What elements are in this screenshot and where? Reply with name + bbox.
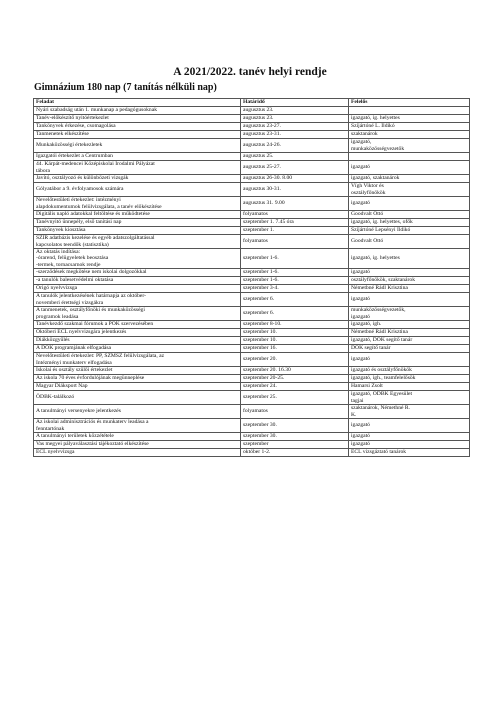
task-cell-line: Októberi ECL nyelvvizsgára jelentkezés <box>36 329 127 336</box>
task-cell-line: Tanév-előkészítő nyitóértekezlet <box>36 115 109 122</box>
table-row <box>34 433 470 441</box>
deadline-cell <box>241 227 349 235</box>
owner-cell <box>349 449 470 457</box>
schedule-table <box>33 98 470 457</box>
deadline-cell <box>241 235 349 249</box>
owner-cell-line: igazgató <box>351 200 370 207</box>
owner-cell-line: igazgató és osztályfőnökök <box>351 367 412 374</box>
table-row <box>34 183 470 197</box>
deadline-cell <box>241 441 349 449</box>
task-cell-line: A tanulmányi területek közzététele <box>36 433 114 440</box>
deadline-cell-line: szeptember 1-6. <box>243 269 279 276</box>
owner-cell <box>349 161 470 175</box>
task-cell-line: novemberi érettségi vizsgákra <box>36 299 104 306</box>
owner-cell <box>349 107 470 115</box>
deadline-cell-line: szeptember 16. <box>243 345 277 352</box>
owner-cell <box>349 277 470 285</box>
owner-cell <box>349 383 470 391</box>
deadline-cell <box>241 307 349 321</box>
header-deadline: Határidő <box>241 99 349 107</box>
deadline-cell <box>241 329 349 337</box>
task-cell <box>34 235 241 249</box>
owner-cell <box>349 269 470 277</box>
task-cell-line: SZIR adatbázis kezelése és egyéb adatszolgáltatással <box>36 235 155 242</box>
owner-cell <box>349 375 470 383</box>
deadline-cell-line: szeptember 1-6. <box>243 255 279 262</box>
table-row <box>34 419 470 433</box>
task-cell-line: tábora <box>36 167 50 174</box>
deadline-cell-line: folyamatos <box>243 211 268 218</box>
deadline-cell-line: szeptember 24. <box>243 383 277 390</box>
task-cell-line: Digitális napló adatokkal feltöltése és működtetése <box>36 211 150 218</box>
table-row <box>34 285 470 293</box>
owner-cell-line: igazgató, ig. helyettes, ofők <box>351 219 413 226</box>
task-cell-line: Javító, osztályozó és különbözeti vizsgák <box>36 175 129 182</box>
owner-cell <box>349 441 470 449</box>
deadline-cell-line: szeptember <box>243 441 269 448</box>
owner-cell <box>349 131 470 139</box>
deadline-cell <box>241 161 349 175</box>
owner-cell-line: Goodvalt Ottó <box>351 211 384 218</box>
table-body <box>34 107 470 457</box>
deadline-cell <box>241 123 349 131</box>
header-task: Feladat <box>34 99 241 107</box>
table-row <box>34 337 470 345</box>
owner-cell <box>349 337 470 345</box>
task-cell <box>34 383 241 391</box>
owner-cell <box>349 123 470 131</box>
owner-cell <box>349 115 470 123</box>
header-row <box>34 99 470 107</box>
deadline-cell <box>241 197 349 211</box>
table-row <box>34 219 470 227</box>
task-cell-line: -a tanulók balesetvédelmi oktatása <box>36 277 114 284</box>
table-row <box>34 139 470 153</box>
task-cell <box>34 153 241 161</box>
deadline-cell <box>241 211 349 219</box>
deadline-cell <box>241 285 349 293</box>
task-cell <box>34 139 241 153</box>
task-cell <box>34 329 241 337</box>
task-cell <box>34 433 241 441</box>
task-cell-line: -órarend, felügyeletek beosztása <box>36 255 109 262</box>
task-cell <box>34 131 241 139</box>
table-row <box>34 277 470 285</box>
owner-cell <box>349 219 470 227</box>
deadline-cell <box>241 383 349 391</box>
table-row <box>34 235 470 249</box>
task-cell-line: Vas megyei pályaválasztási tájékoztató elkészítése <box>36 441 149 448</box>
task-cell <box>34 353 241 367</box>
owner-cell-line: K. <box>351 411 357 418</box>
table-row <box>34 197 470 211</box>
owner-cell-line: igazgató, ÖDBK Egyesület <box>351 391 413 398</box>
table-row <box>34 383 470 391</box>
owner-cell-line: igazgató, igh. <box>351 321 382 328</box>
task-cell-line: Nyári szabadság után 1. munkanap a pedagógusoknak <box>36 107 158 114</box>
task-cell <box>34 293 241 307</box>
owner-cell <box>349 293 470 307</box>
owner-cell-line: igazgató <box>351 269 370 276</box>
owner-cell <box>349 249 470 269</box>
deadline-cell <box>241 153 349 161</box>
owner-cell <box>349 227 470 235</box>
owner-cell <box>349 235 470 249</box>
deadline-cell <box>241 321 349 329</box>
table-row <box>34 449 470 457</box>
owner-cell <box>349 183 470 197</box>
deadline-cell <box>241 139 349 153</box>
deadline-cell <box>241 449 349 457</box>
table-row <box>34 321 470 329</box>
table-row <box>34 131 470 139</box>
table-header <box>34 99 470 107</box>
deadline-cell-line: augusztus 25-27. <box>243 164 281 171</box>
owner-cell-line: igazgató, DÖK segítő tanár <box>351 337 413 344</box>
task-cell <box>34 249 241 269</box>
deadline-cell-line: szeptember 1. <box>243 227 275 234</box>
task-cell-line: A tanulók jelentkezésének határnapja az október- <box>36 293 147 300</box>
table-row <box>34 375 470 383</box>
task-cell <box>34 161 241 175</box>
task-cell <box>34 375 241 383</box>
deadline-cell-line: szeptember 3-4. <box>243 285 279 292</box>
owner-cell-line: igazgató <box>351 422 370 429</box>
deadline-cell-line: szeptember 1-6. <box>243 277 279 284</box>
deadline-cell <box>241 269 349 277</box>
owner-cell <box>349 419 470 433</box>
task-cell-line: -termek, tornacsarnok rendje <box>36 261 101 268</box>
table-row <box>34 175 470 183</box>
owner-cell-line: igazgató, szaktanárok <box>351 175 400 182</box>
task-cell-line: Az iskola 70 éves évfordulójának megünneplése <box>36 375 145 382</box>
task-cell <box>34 269 241 277</box>
deadline-cell <box>241 367 349 375</box>
owner-cell-line: Hamarsi Zsolt <box>351 383 383 390</box>
task-cell-line: Tankönyvek érkezése, csomagolása <box>36 123 116 130</box>
deadline-cell-line: szeptember 10. <box>243 329 277 336</box>
task-cell <box>34 321 241 329</box>
owner-cell <box>349 329 470 337</box>
task-cell-line: Nevelőtestületi értekezlet: intézményi <box>36 197 121 204</box>
task-cell-line: kapcsolatos teendők (statisztika) <box>36 241 109 248</box>
owner-cell-line: Szíjártóné Lepsényi Ildikó <box>351 227 411 234</box>
owner-cell-line: osztályfőnökök, szaktanárok <box>351 277 415 284</box>
table-row <box>34 161 470 175</box>
table-row <box>34 353 470 367</box>
deadline-cell-line: szeptember 30. <box>243 422 277 429</box>
deadline-cell-line: augusztus 23. <box>243 107 274 114</box>
owner-cell <box>349 139 470 153</box>
task-cell <box>34 419 241 433</box>
deadline-cell <box>241 183 349 197</box>
task-cell-line: Tankönyvek kiosztása <box>36 227 86 234</box>
deadline-cell-line: augusztus 23. <box>243 115 274 122</box>
task-cell <box>34 307 241 321</box>
deadline-cell-line: szeptember 1. 7.45 óra <box>243 219 294 226</box>
deadline-cell-line: szeptember 8-10. <box>243 321 282 328</box>
task-cell <box>34 219 241 227</box>
table-row <box>34 211 470 219</box>
task-cell-line: Iskolai és osztály szülői értekezlet <box>36 367 113 374</box>
header-owner: Felelős <box>349 99 470 107</box>
owner-cell <box>349 285 470 293</box>
task-cell <box>34 175 241 183</box>
owner-cell <box>349 433 470 441</box>
deadline-cell-line: szeptember 20. <box>243 356 277 363</box>
owner-cell-line: igazgató <box>351 164 370 171</box>
deadline-cell <box>241 131 349 139</box>
task-cell-line: Intézményi munkaterv elfogadása <box>36 359 112 366</box>
deadline-cell <box>241 107 349 115</box>
task-cell <box>34 211 241 219</box>
owner-cell <box>349 307 470 321</box>
owner-cell-line: szaktanárok, Némethné R. <box>351 405 411 412</box>
table-row <box>34 153 470 161</box>
task-cell-line: Az iskolai adminisztrációs és munkaterv leadása a <box>36 419 149 426</box>
owner-cell <box>349 345 470 353</box>
table-row <box>34 345 470 353</box>
task-cell-line: Az oktatás indítása: <box>36 249 81 256</box>
deadline-cell-line: augusztus 31. 9.00 <box>243 200 285 207</box>
deadline-cell-line: augusztus 30-31. <box>243 186 281 193</box>
deadline-cell-line: folyamatos <box>243 408 268 415</box>
task-cell-line: ÖDBK-találkozó <box>36 394 75 401</box>
task-cell-line: Tanévnyitó ünnepély, első tanítási nap <box>36 219 122 226</box>
owner-cell-line: munkaközösségvezetők, <box>351 307 406 314</box>
task-cell <box>34 123 241 131</box>
task-cell-line: Origó nyelvvizsga <box>36 285 78 292</box>
table-row <box>34 115 470 123</box>
task-cell <box>34 115 241 123</box>
deadline-cell <box>241 433 349 441</box>
owner-cell <box>349 353 470 367</box>
owner-cell <box>349 211 470 219</box>
owner-cell-line: tagjai <box>351 397 364 404</box>
task-cell <box>34 183 241 197</box>
owner-cell-line: igazgató, ig. helyettes <box>351 255 400 262</box>
table-row <box>34 307 470 321</box>
task-cell <box>34 391 241 405</box>
owner-cell-line: igazgató <box>351 433 370 440</box>
table-row <box>34 107 470 115</box>
task-cell-line: Diákközgyűlés <box>36 337 70 344</box>
task-cell <box>34 441 241 449</box>
owner-cell-line: ECL vizsgáztató tanárok <box>351 449 407 456</box>
owner-cell-line: igazgató <box>351 313 370 320</box>
task-cell-line: Magyar Diáksport Nap <box>36 383 88 390</box>
page-subtitle: Gimnázium 180 nap (7 tanítás nélküli nap) <box>34 82 217 93</box>
owner-cell <box>349 405 470 419</box>
deadline-cell <box>241 175 349 183</box>
deadline-cell-line: szeptember 10. <box>243 337 277 344</box>
table-row <box>34 269 470 277</box>
owner-cell <box>349 197 470 211</box>
owner-cell-line: igazgató, ig. helyettes <box>351 115 400 122</box>
deadline-cell-line: augusztus 25. <box>243 153 274 160</box>
deadline-cell-line: szeptember 6. <box>243 310 275 317</box>
deadline-cell <box>241 219 349 227</box>
owner-cell-line: Németbné Rádl Krisztina <box>351 285 408 292</box>
task-cell-line: Tanévkezdő szakmai fórumok a POK szervezésében <box>36 321 154 328</box>
deadline-cell-line: folyamatos <box>243 238 268 245</box>
task-cell <box>34 367 241 375</box>
task-cell-line: A tanmenetek, osztályfőnöki és munkaközösségi <box>36 307 145 314</box>
owner-cell-line: Szíjártóné L. Ildikó <box>351 123 395 130</box>
deadline-cell-line: szeptember 6. <box>243 296 275 303</box>
task-cell <box>34 285 241 293</box>
task-cell-line: Gólyatábor a 9. évfolyamosok számára <box>36 186 124 193</box>
task-cell-line: ECL nyelvvizsga <box>36 449 75 456</box>
task-cell-line: Munkaközösségi értekezletek <box>36 142 103 149</box>
owner-cell <box>349 153 470 161</box>
task-cell-line: A tanulmányi versenyekre jelentkezés <box>36 408 121 415</box>
owner-cell-line: osztályfőnökök <box>351 189 386 196</box>
task-cell <box>34 107 241 115</box>
task-cell-line: Nevelőtestületi értekezlet: PP, SZMSZ felülvizsgálata, az <box>36 353 165 360</box>
table-row <box>34 123 470 131</box>
owner-cell-line: Goodvalt Ottó <box>351 238 384 245</box>
table-row <box>34 227 470 235</box>
page-title: A 2021/2022. tanév helyi rendje <box>173 66 327 78</box>
deadline-cell <box>241 405 349 419</box>
deadline-cell-line: szeptember 30. <box>243 433 277 440</box>
deadline-cell-line: szeptember 20-25. <box>243 375 285 382</box>
owner-cell-line: igazgató <box>351 356 370 363</box>
owner-cell-line: igazgató <box>351 441 370 448</box>
deadline-cell <box>241 419 349 433</box>
task-cell-line: alapdokumentumok felülvizsgálata, a tanév előkészítése <box>36 203 162 210</box>
task-cell-line: Igazgatói értekezlet a Centrumban <box>36 153 113 160</box>
owner-cell-line: DÖK segítő tanár <box>351 345 391 352</box>
task-cell <box>34 449 241 457</box>
task-cell <box>34 337 241 345</box>
deadline-cell-line: augusztus 24-26. <box>243 142 281 149</box>
task-cell <box>34 345 241 353</box>
deadline-cell-line: szeptember 20. 16.30 <box>243 367 291 374</box>
deadline-cell <box>241 115 349 123</box>
task-cell <box>34 405 241 419</box>
table-row <box>34 249 470 269</box>
deadline-cell <box>241 345 349 353</box>
deadline-cell <box>241 375 349 383</box>
owner-cell-line: Németbné Rádl Krisztina <box>351 329 408 336</box>
deadline-cell <box>241 353 349 367</box>
task-cell <box>34 227 241 235</box>
deadline-cell <box>241 391 349 405</box>
deadline-cell-line: augusztus 26-30. 8.00 <box>243 175 293 182</box>
deadline-cell <box>241 249 349 269</box>
deadline-cell <box>241 337 349 345</box>
task-cell <box>34 197 241 211</box>
task-cell-line: A DÖK programjának elfogadása <box>36 345 112 352</box>
table-row <box>34 441 470 449</box>
task-cell-line: Tanmenetek elkészítése <box>36 131 89 138</box>
table-row <box>34 293 470 307</box>
task-cell <box>34 277 241 285</box>
deadline-cell-line: október 1-2. <box>243 449 271 456</box>
owner-cell <box>349 175 470 183</box>
table-row <box>34 405 470 419</box>
owner-cell <box>349 391 470 405</box>
deadline-cell <box>241 277 349 285</box>
owner-cell-line: igazgató, igh., teamfelelősök <box>351 375 416 382</box>
deadline-cell-line: augusztus 23-31. <box>243 131 281 138</box>
owner-cell <box>349 367 470 375</box>
deadline-cell <box>241 293 349 307</box>
task-cell-line: -szerződések megkötése nem iskolai dolgozókkal <box>36 269 147 276</box>
owner-cell-line: szaktanárok <box>351 131 378 138</box>
owner-cell-line: Vígh Viktor és <box>351 183 384 190</box>
task-cell-line: fenntartónak <box>36 425 65 432</box>
deadline-cell-line: szeptember 25. <box>243 394 277 401</box>
owner-cell-line: igazgató, <box>351 139 372 146</box>
table-row <box>34 391 470 405</box>
owner-cell <box>349 321 470 329</box>
table-row <box>34 367 470 375</box>
deadline-cell-line: augusztus 23-27. <box>243 123 281 130</box>
task-cell-line: programok leadása <box>36 313 79 320</box>
owner-cell-line: munkaközösségvezetők <box>351 145 405 152</box>
table-row <box>34 329 470 337</box>
owner-cell-line: igazgató <box>351 296 370 303</box>
task-cell-line: 44. Kárpát-medencei Középiskolai Irodalmi Pályázat <box>36 161 155 168</box>
